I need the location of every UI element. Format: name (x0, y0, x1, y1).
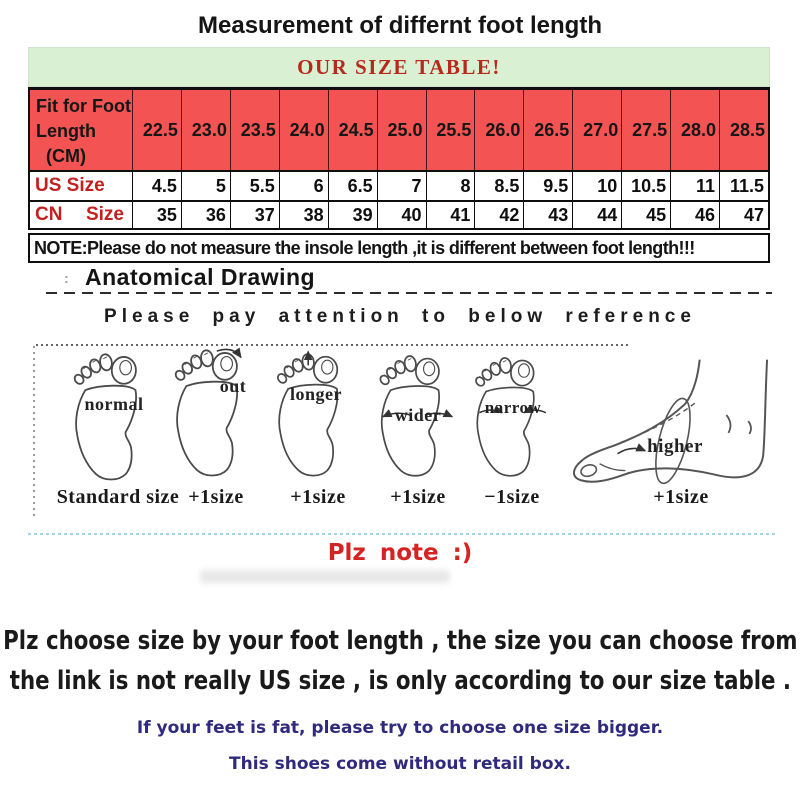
sizing-note-line-1 (0, 626, 800, 656)
foot-size-label: +1size (390, 486, 446, 508)
cm-value-cell: 24.0 (279, 90, 328, 170)
us-value-cell: 11 (670, 172, 719, 200)
us-value-cell: 6.5 (328, 172, 377, 200)
cn-value-cell: 44 (572, 202, 621, 228)
us-value-cell: 10.5 (621, 172, 670, 200)
size-table-banner: OUR SIZE TABLE! (28, 47, 770, 87)
cn-label-right: Size (85, 204, 124, 225)
foot-narrow (470, 352, 556, 480)
stray-mark: : (64, 270, 69, 286)
foot-size-label: +1size (188, 486, 244, 508)
cm-value-cell: 22.5 (132, 90, 181, 170)
sizing-note-text: Plz choose size by your foot length , the size you can choose from (2, 626, 798, 656)
footprint-svg (270, 348, 362, 480)
foot-normal (64, 348, 164, 484)
watermark-smudge (200, 570, 450, 583)
cn-value-cell: 38 (279, 202, 328, 228)
cn-value-cell: 47 (719, 202, 768, 228)
foot-size-label: −1size (484, 486, 540, 508)
dotted-divider-vertical (33, 346, 35, 518)
us-value-cell: 5.5 (230, 172, 279, 200)
cm-value-cell: 24.5 (328, 90, 377, 170)
header-label-cell (30, 90, 132, 170)
foot-label: longer (290, 384, 342, 404)
anatomical-heading: Anatomical Drawing (85, 264, 316, 290)
cn-value-cell: 46 (670, 202, 719, 228)
cm-value-cell: 28.5 (719, 90, 768, 170)
cn-label-left: CN (35, 204, 63, 225)
header-row (30, 90, 768, 170)
header-label-line: Length (36, 121, 96, 141)
us-value-cell: 5 (181, 172, 230, 200)
dotted-divider (36, 344, 630, 346)
foot-longer (270, 348, 362, 480)
cn-value-cell: 42 (474, 202, 523, 228)
cn-size-row (30, 200, 768, 228)
cn-value-cell: 40 (377, 202, 426, 228)
us-value-cell: 11.5 (719, 172, 768, 200)
cm-value-cell: 27.5 (621, 90, 670, 170)
foot-label: higher (647, 436, 703, 457)
cm-value-cell: 23.5 (230, 90, 279, 170)
footprint-svg (168, 344, 262, 480)
foot-label: narrow (484, 398, 542, 417)
insole-note: NOTE:Please do not measure the insole length ,it is different between foot length!!! (28, 233, 770, 263)
cn-value-cell: 37 (230, 202, 279, 228)
foot-wider (372, 350, 464, 480)
cm-value-cell: 27.0 (572, 90, 621, 170)
cn-row-label (30, 202, 132, 228)
footprint-svg (64, 348, 164, 484)
us-value-cell: 10 (572, 172, 621, 200)
size-table-grid (28, 87, 770, 230)
us-row-label: US Size (35, 175, 105, 196)
side-foot-svg (558, 356, 776, 498)
cn-value-cell: 35 (132, 202, 181, 228)
page-title: Measurement of differnt foot length (198, 12, 602, 39)
foot-size-label: Standard size (56, 486, 180, 508)
cm-value-cell: 28.0 (670, 90, 719, 170)
size-table (28, 47, 770, 263)
us-value-cell: 4.5 (132, 172, 181, 200)
cm-value-cell: 25.0 (377, 90, 426, 170)
foot-higher (558, 356, 776, 498)
fat-feet-note: If your feet is fat, please try to choose one size bigger. (136, 718, 664, 738)
us-value-cell: 6 (279, 172, 328, 200)
cn-value-cell: 43 (523, 202, 572, 228)
cn-value-cell: 45 (621, 202, 670, 228)
cm-value-cell: 26.5 (523, 90, 572, 170)
us-value-cell: 9.5 (523, 172, 572, 200)
dashed-divider (46, 292, 772, 294)
sizing-note-line-2 (0, 666, 800, 696)
cm-value-cell: 26.0 (474, 90, 523, 170)
foot-out (168, 344, 262, 480)
cm-value-cell: 23.0 (181, 90, 230, 170)
sizing-note-text: the link is not really US size , is only according to our size table . (9, 666, 791, 696)
header-label-line: Fit for Foot (36, 96, 131, 116)
foot-size-label: +1size (290, 486, 346, 508)
header-label-line: (CM) (46, 146, 86, 166)
cn-value-cell: 39 (328, 202, 377, 228)
reference-subheading: Please pay attention to below reference (104, 306, 696, 327)
foot-label: normal (84, 394, 144, 414)
cn-value-cell: 36 (181, 202, 230, 228)
foot-label: wider (394, 405, 442, 425)
cm-value-cell: 25.5 (426, 90, 475, 170)
foot-size-label: +1size (653, 486, 709, 508)
us-size-row (30, 170, 768, 200)
plz-note-heading: Plz note :) (327, 540, 473, 566)
retail-box-note: This shoes come without retail box. (229, 754, 571, 774)
us-value-cell: 8.5 (474, 172, 523, 200)
foot-label: out (219, 376, 247, 396)
blue-dotted-divider (28, 533, 775, 535)
cn-value-cell: 41 (426, 202, 475, 228)
us-value-cell: 7 (377, 172, 426, 200)
us-value-cell: 8 (426, 172, 475, 200)
